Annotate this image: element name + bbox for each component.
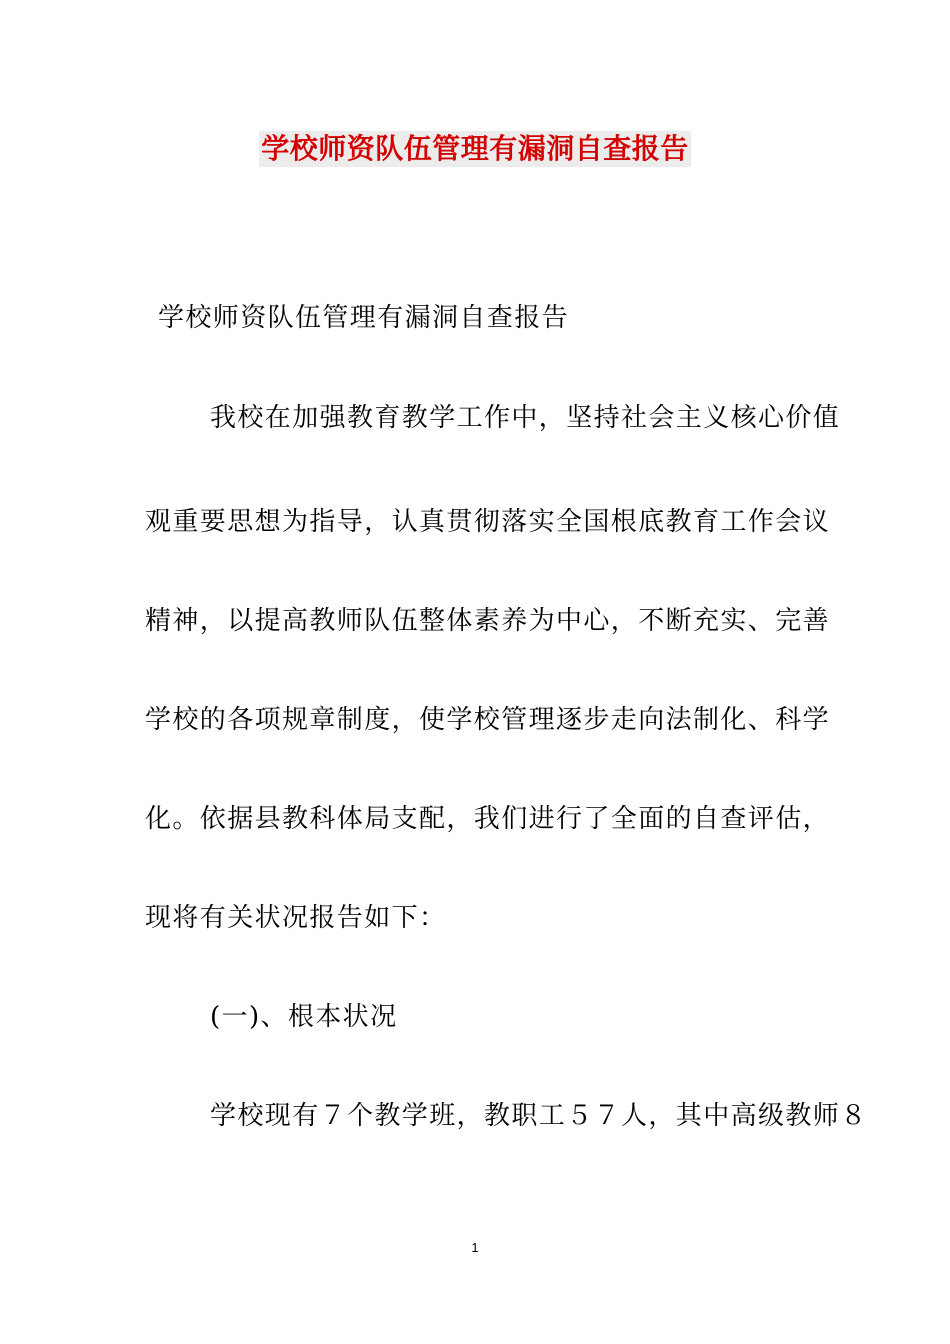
paragraph-line: 观重要思想为指导，认真贯彻落实全国根底教育工作会议 — [145, 507, 831, 537]
paragraph-line: 化。依据县教科体局支配，我们进行了全面的自查评估， — [145, 804, 831, 834]
title-container — [0, 131, 950, 167]
section-heading: (一)、根本状况 — [210, 1002, 398, 1032]
paragraph-line: 我校在加强教育教学工作中，坚持社会主义核心价值 — [210, 403, 841, 433]
page-number: 1 — [471, 1240, 479, 1255]
document-title: 学校师资队伍管理有漏洞自查报告 — [261, 132, 689, 165]
document-subtitle: 学校师资队伍管理有漏洞自查报告 — [158, 303, 570, 333]
paragraph-line: 学校的各项规章制度，使学校管理逐步走向法制化、科学 — [145, 705, 831, 735]
paragraph-line: 现将有关状况报告如下： — [145, 903, 447, 933]
paragraph-line: 精神，以提高教师队伍整体素养为中心，不断充实、完善 — [145, 606, 831, 636]
paragraph-line: 学校现有７个教学班，教职工５７人，其中高级教师８ — [210, 1101, 868, 1131]
